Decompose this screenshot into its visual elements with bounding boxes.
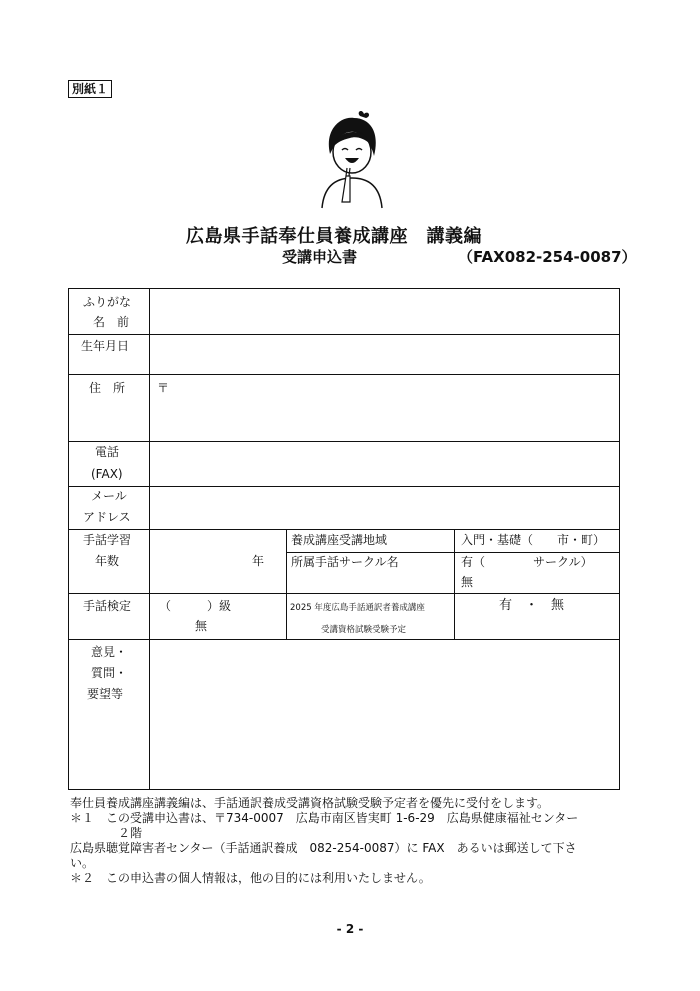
study-years-label: 手話学習 [83, 533, 132, 547]
note-line: 奉仕員養成講座講義編は、手話通訳養成受講資格試験受験予定者を優先に受付をします。 [70, 796, 550, 810]
circle-yes[interactable]: 有（ サークル） [461, 555, 593, 569]
note-line: ２階 [70, 826, 143, 840]
birthdate-field[interactable] [151, 336, 617, 373]
page-number: - 2 - [336, 922, 364, 936]
request-label: 要望等 [87, 687, 124, 701]
notes [70, 796, 630, 886]
opinion-field[interactable] [151, 641, 617, 787]
circle-label: 所属手話サークル名 [291, 555, 399, 569]
phone-label: 電話 [95, 445, 120, 459]
name-field[interactable] [151, 291, 617, 333]
address-label: 住 所 [89, 381, 126, 395]
year-unit: 年 [252, 554, 265, 568]
fax-label: (FAX) [91, 467, 123, 481]
exam-plan-sub-label: 受講資格試験受験予定 [321, 625, 407, 635]
furigana-label: ふりがな [83, 295, 132, 309]
circle-no[interactable]: 無 [461, 575, 474, 589]
form-subtitle: 受講申込書 [282, 248, 358, 266]
region-value[interactable]: 入門・基礎（ 市・町） [461, 533, 606, 547]
form-title: 広島県手話奉仕員養成講座 講義編 [186, 226, 482, 247]
question-label: 質問・ [91, 666, 128, 680]
note-line: 広島県聴覚障害者センター（手話通訳養成 082-254-0087）に FAX あるいは郵送して下さ [70, 841, 577, 855]
note-line: ＊１ この受講申込書は、〒734-0007 広島市南区皆実町 1-6-29 広島県健康福祉センター [70, 811, 579, 825]
note-line: ＊２ この申込書の個人情報は，他の目的には利用いたしません。 [70, 871, 431, 885]
phone-field[interactable] [151, 443, 617, 485]
name-label: 名 前 [93, 315, 130, 329]
fax-number: （FAX082-254-0087） [458, 248, 637, 266]
address-email-label: アドレス [83, 510, 131, 524]
opinion-label: 意見・ [91, 645, 128, 659]
attachment-label: 別紙１ [68, 80, 112, 98]
email-label: メール [91, 489, 127, 503]
exam-plan-label: 2025 年度広島手話通訳者養成講座 [290, 603, 425, 613]
email-field[interactable] [151, 488, 617, 528]
exam-label: 手話検定 [83, 599, 132, 613]
address-field[interactable] [173, 376, 617, 440]
birthdate-label: 生年月日 [81, 339, 130, 353]
note-line: い。 [70, 856, 95, 870]
application-form-table [68, 288, 620, 790]
postal-mark: 〒 [157, 381, 170, 395]
exam-plan-value[interactable]: 有 ・ 無 [499, 598, 565, 613]
exam-none[interactable]: 無 [195, 619, 208, 633]
region-label: 養成講座受講地域 [291, 533, 388, 547]
study-years-sub-label: 年数 [95, 554, 120, 568]
signing-girl-illustration [316, 110, 386, 210]
exam-grade[interactable]: （ ）級 [159, 599, 232, 613]
